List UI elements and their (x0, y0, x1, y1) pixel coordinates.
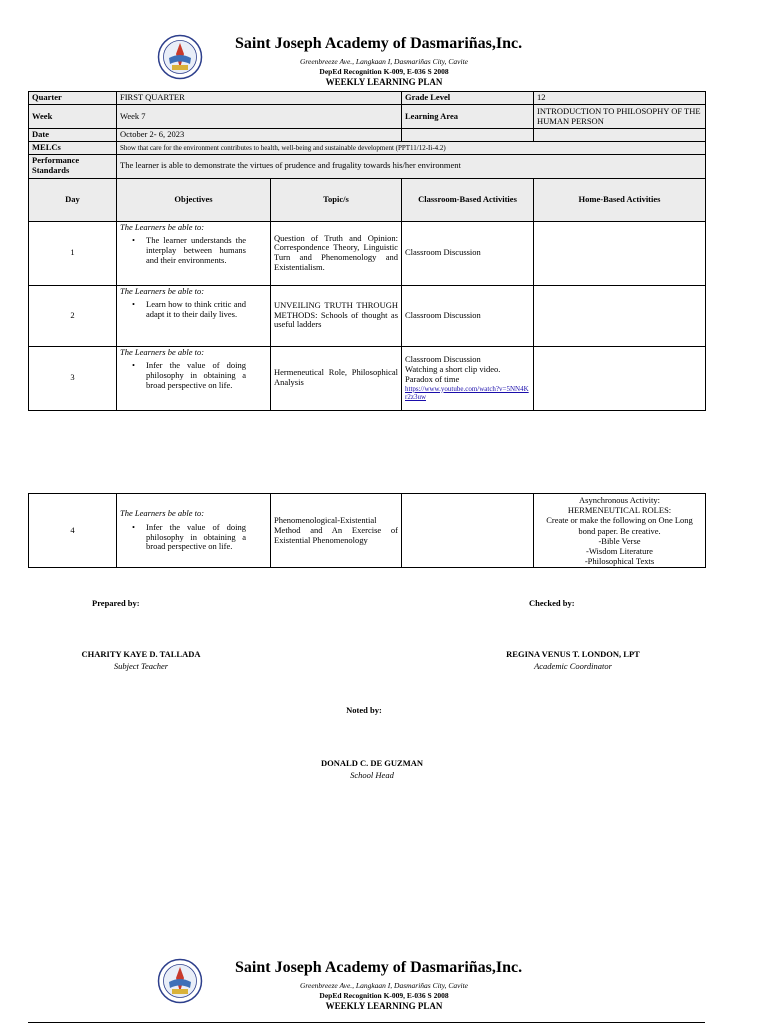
noted-by-label: Noted by: (346, 705, 382, 715)
objective-cell (117, 285, 271, 346)
next-page-header (0, 958, 768, 1018)
topic-cell: Question of Truth and Opinion: Correspondence Theory, Linguistic Turn and Phenomenology and Existentialism. (271, 221, 402, 285)
column-header-home: Home-Based Activities (534, 178, 706, 221)
checked-by-role: Academic Coordinator (534, 661, 612, 671)
home-cell (534, 346, 706, 410)
school-address: Greenbreeze Ave., Langkaan I, Dasmariñas City, Cavite (299, 981, 469, 990)
page-header (0, 34, 768, 94)
date-label: Date (29, 129, 117, 142)
objective-bullet (120, 361, 267, 390)
date-empty-cell (402, 129, 534, 142)
objective-cell (117, 346, 271, 410)
school-address: Greenbreeze Ave., Langkaan I, Dasmariñas City, Cavite (299, 57, 469, 66)
home-activity: -Philosophical Texts (584, 556, 655, 567)
school-seal-icon (157, 958, 203, 1004)
school-name: Saint Joseph Academy of Dasmariñas,Inc. (235, 35, 523, 52)
learning-area-label: Learning Area (402, 105, 534, 129)
date-value: October 2- 6, 2023 (117, 129, 402, 142)
table-row (29, 285, 706, 346)
classroom-cell (402, 346, 534, 410)
quarter-label: Quarter (29, 92, 117, 105)
performance-standards-label: Performance Standards (29, 154, 117, 178)
home-activity: -Wisdom Literature (586, 545, 653, 556)
prepared-by-name: CHARITY KAYE D. TALLADA (81, 649, 201, 659)
column-header-topics: Topic/s (271, 178, 402, 221)
classroom-activity: Watching a short clip video. (405, 364, 501, 375)
objective-text: Infer the value of doing philosophy in obtaining a broad perspective on life. (146, 360, 246, 390)
plan-title: WEEKLY LEARNING PLAN (325, 77, 443, 87)
date-empty-cell (534, 129, 706, 142)
bullet-icon: • (132, 299, 135, 310)
performance-standards-value: The learner is able to demonstrate the virtues of prudence and frugality towards his/her environment (117, 154, 706, 178)
plan-title: WEEKLY LEARNING PLAN (325, 1001, 443, 1011)
week-label: Week (29, 105, 117, 129)
youtube-link[interactable]: https://www.youtube.com/watch?v=5NN4Kr2z3uw (405, 384, 529, 401)
school-name: Saint Joseph Academy of Dasmariñas,Inc. (235, 959, 523, 976)
weekly-plan-table (28, 91, 706, 411)
bullet-icon: • (132, 360, 135, 371)
day-cell: 1 (29, 221, 117, 285)
objective-cell (117, 494, 271, 568)
home-activity: HERMENEUTICAL ROLES: (567, 505, 672, 516)
school-recognition: DepEd Recognition K-009, E-036 S 2008 (319, 991, 449, 1000)
day-cell: 4 (29, 494, 117, 568)
checked-by-name: REGINA VENUS T. LONDON, LPT (506, 649, 640, 659)
column-header-classroom: Classroom-Based Activities (402, 178, 534, 221)
home-activity: Asynchronous Activity: (579, 495, 660, 505)
classroom-activity: Classroom Discussion (405, 354, 481, 365)
objective-intro: The Learners be able to: (120, 346, 205, 357)
classroom-cell (402, 285, 534, 346)
melcs-label: MELCs (29, 141, 117, 154)
school-recognition: DepEd Recognition K-009, E-036 S 2008 (319, 67, 449, 76)
topic-cell: UNVEILING TRUTH THROUGH METHODS: Schools of thought as useful ladders (271, 285, 402, 346)
bullet-icon: • (132, 235, 135, 246)
column-header-objectives: Objectives (117, 178, 271, 221)
home-activity: Create or make the following on One Long bond paper. Be creative. (546, 515, 693, 536)
objective-text: The learner understands the interplay between humans and their environments. (146, 235, 246, 265)
next-page-table-top-border (28, 1022, 705, 1023)
home-cell (534, 285, 706, 346)
week-value: Week 7 (117, 105, 402, 129)
home-cell (534, 221, 706, 285)
prepared-by-role: Subject Teacher (113, 661, 169, 671)
topic-cell: Hermeneutical Role, Philosophical Analysis (271, 346, 402, 410)
objective-bullet (120, 236, 267, 265)
checked-by-label: Checked by: (529, 598, 575, 608)
weekly-plan-table-continued (28, 493, 706, 568)
classroom-cell (402, 494, 534, 568)
column-header-day: Day (29, 178, 117, 221)
objective-text: Learn how to think critic and adapt it to their daily lives. (146, 299, 246, 320)
quarter-value: FIRST QUARTER (117, 92, 402, 105)
classroom-activity: Classroom Discussion (405, 247, 481, 258)
objective-text: Infer the value of doing philosophy in obtaining a broad perspective on life. (146, 521, 246, 552)
classroom-activity: Paradox of time (405, 373, 460, 384)
home-activity: -Bible Verse (598, 535, 641, 546)
topic-cell: Phenomenological-Existential Method and An Exercise of Existential Phenomenology (271, 494, 402, 568)
objective-bullet (120, 300, 267, 320)
learning-area-value: INTRODUCTION TO PHILOSOPHY OF THE HUMAN PERSON (534, 105, 706, 129)
noted-by-role: School Head (350, 770, 394, 780)
classroom-cell (402, 221, 534, 285)
objective-intro: The Learners be able to: (120, 221, 205, 232)
objective-intro: The Learners be able to: (120, 508, 205, 519)
day-cell: 2 (29, 285, 117, 346)
melcs-value: Show that care for the environment contributes to health, well-being and sustainable development (PPT11/12-Ii-4.2) (117, 141, 706, 154)
table-row (29, 346, 706, 410)
home-cell (534, 494, 706, 568)
grade-level-value: 12 (534, 92, 706, 105)
table-row (29, 494, 706, 568)
school-seal-icon (157, 34, 203, 80)
grade-level-label: Grade Level (402, 92, 534, 105)
objective-intro: The Learners be able to: (120, 285, 205, 296)
prepared-by-label: Prepared by: (92, 598, 140, 608)
classroom-activity: Classroom Discussion (405, 309, 481, 320)
bullet-icon: • (132, 521, 135, 532)
day-cell: 3 (29, 346, 117, 410)
objective-cell (117, 221, 271, 285)
noted-by-name: DONALD C. DE GUZMAN (321, 758, 423, 768)
table-row (29, 221, 706, 285)
objective-bullet (120, 523, 267, 552)
